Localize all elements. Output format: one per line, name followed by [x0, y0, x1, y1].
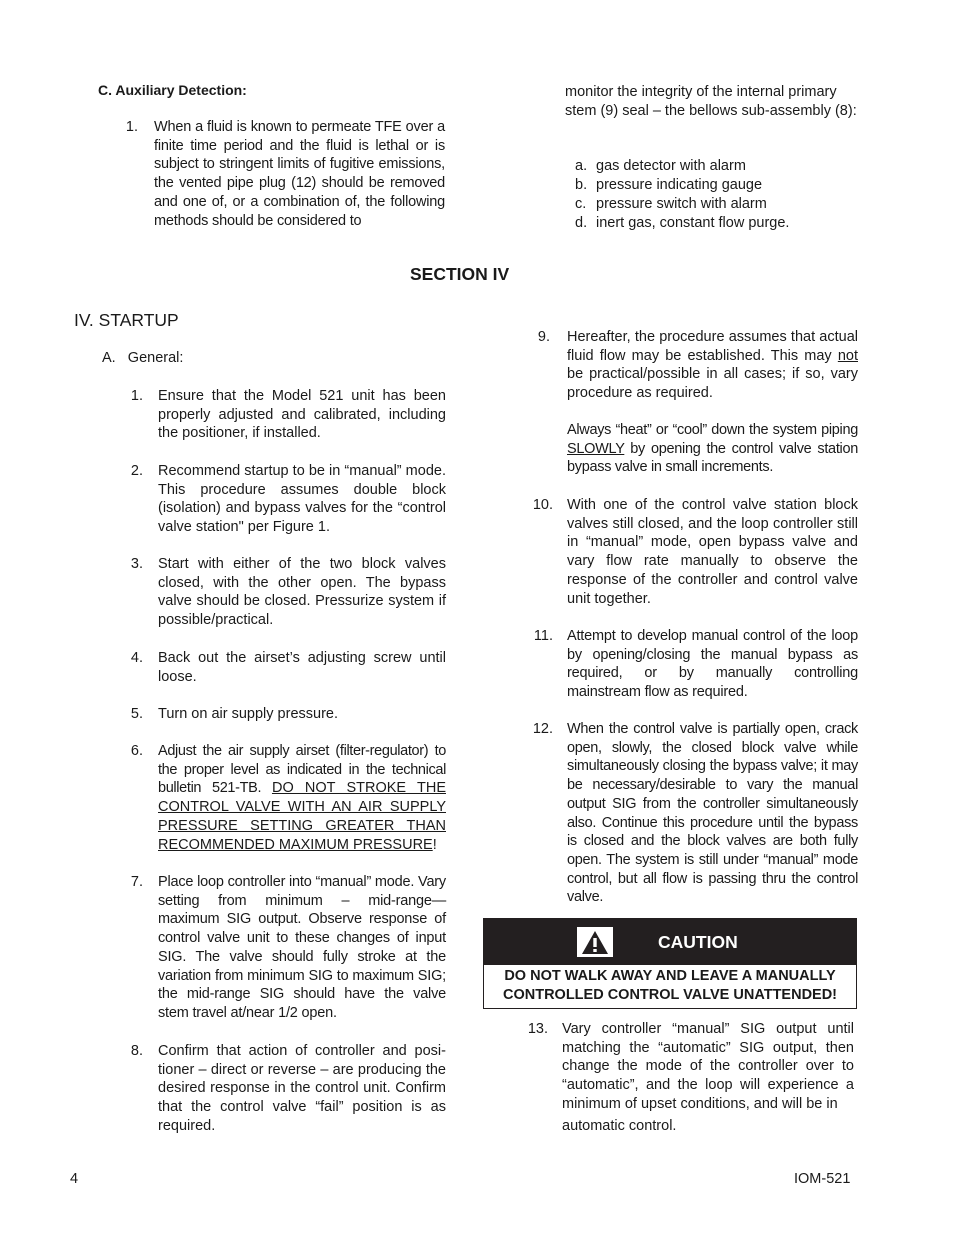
caution-title: CAUTION: [658, 932, 738, 952]
step-text: Vary controller “manual” SIG output until matching the “automatic” SIG output, then change the mode of the controller over to “automatic”, and the loop will experience a minimum of upset conditions, and will be in: [562, 1021, 854, 1112]
step-number: 9.: [537, 329, 550, 345]
step-text: Attempt to develop manual control of the loop by opening/closing the manual bypass as required, or by manually controlling mainstream flow as required.: [567, 628, 858, 701]
step-text-plain: Adjust the air supply airset (filter-regulator) to the proper level as indicated in the technical bulletin 521-TB.: [158, 743, 446, 797]
step-text-plain: be practical/possible in all cases; if so, vary procedure as required.: [567, 366, 858, 402]
aux-detection-heading: C. Auxiliary Detection:: [98, 82, 247, 98]
step-text: With one of the control valve station block valves still closed, and the loop controller still in “manual” mode, open bypass valve and vary flow rate manually to observe the response of the controller and control valve unit together.: [567, 497, 858, 607]
step-number: 11.: [533, 628, 553, 644]
method-text: gas detector with alarm: [596, 158, 746, 174]
step-text: When the control valve is partially open, crack open, slowly, the closed block valve while simultaneously closing the bypass valve; it may be necessary/desirable to vary the manual output SIG from the controller simultaneously also. Continue this procedure until the bypass is closed and the block valves are both fully open. The system is still under “manual” mode control, but all flow is passing thru the control valve.: [567, 721, 858, 906]
step-number: 5.: [130, 706, 143, 722]
method-text: inert gas, constant flow purge.: [596, 215, 790, 231]
step-number: 13.: [527, 1021, 548, 1037]
caution-message-line: DO NOT WALK AWAY AND LEAVE A MANUALLY: [504, 968, 836, 984]
method-item: [575, 176, 865, 195]
method-item: [575, 157, 865, 176]
step-warning-underlined: DO NOT STROKE THE CONTROL VALVE WITH AN AIR SUPPLY PRESSURE SETTING GREATER THAN RECOMMENDED MAXIMUM PRESSURE: [158, 780, 446, 853]
general-heading: A. General:: [102, 350, 184, 366]
step-text-exclaim: !: [432, 836, 437, 853]
method-text: pressure switch with alarm: [596, 196, 767, 212]
step-text: Turn on air supply pressure.: [158, 706, 338, 722]
step-text: [567, 328, 858, 403]
startup-heading: IV. STARTUP: [74, 310, 179, 330]
warning-triangle-icon: [577, 927, 613, 957]
step-note: [567, 421, 858, 477]
aux-item-text: When a fluid is known to permeate TFE over a finite time period and the fluid is lethal or is subject to stringent limits of fugitive emissions, the vented pipe plug (12) should be removed and one of, or a combination of, the following methods should be considered to: [154, 119, 445, 229]
section-title: SECTION IV: [410, 264, 510, 284]
step-number: 6.: [130, 743, 143, 759]
method-letter: a.: [575, 158, 588, 174]
step-text: [158, 742, 446, 854]
caution-message: [484, 967, 856, 1004]
step-number: 7.: [130, 874, 143, 890]
method-letter: b.: [575, 177, 588, 193]
step-number: 10.: [532, 497, 553, 513]
method-letter: d.: [575, 215, 588, 231]
warning-triangle-svg: [577, 927, 613, 957]
step-number: 12.: [532, 721, 553, 737]
method-letter: c.: [575, 196, 587, 212]
caution-box: [483, 918, 857, 1009]
document-id: IOM-521: [794, 1171, 851, 1187]
step-number: 2.: [130, 463, 143, 479]
aux-continued-text: monitor the integrity of the internal primary stem (9) seal – the bellows sub-assembly (8):: [565, 84, 857, 119]
step-text: Ensure that the Model 521 unit has been properly adjusted and calibrated, including the positioner, if installed.: [158, 388, 446, 442]
step-number: 1.: [130, 388, 143, 404]
step-text: Start with either of the two block valves closed, with the other open. The bypass valve should be closed. Pressurize system if possible/practical.: [158, 556, 446, 629]
aux-item-number: 1.: [125, 119, 138, 135]
page-number: 4: [70, 1171, 79, 1187]
step-number: 8.: [130, 1043, 143, 1059]
note-text-plain: Always “heat” or “cool” down the system piping: [567, 422, 858, 438]
step-number: 4.: [130, 650, 143, 666]
step-number: 3.: [130, 556, 143, 572]
note-emphasis: SLOWLY: [567, 440, 625, 457]
step-text-plain: Hereafter, the procedure assumes that actual fluid flow may be established. This may: [567, 329, 858, 364]
step-text-final: automatic control.: [562, 1118, 677, 1134]
method-item: [575, 214, 865, 233]
step-text: Confirm that action of controller and positioner – direct or reverse – are producing the desired response in the control unit. Confirm that the control valve “fail” position is as required.: [158, 1043, 446, 1134]
detection-methods-list: [575, 157, 865, 233]
method-item: [575, 195, 865, 214]
step-text: Recommend startup to be in “manual” mode. This procedure assumes double block (isolation) and bypass valves for the “control valve station" per Figure 1.: [158, 463, 446, 536]
step-text: Place loop controller into “manual” mode. Vary setting from minimum – mid-range— maximum SIG output. Observe response of control valve unit to these changes of input SIG. The valve should fully stroke at the variation from minimum SIG to maximum SIG; the mid-range SIG should have the valve stem travel at/near 1/2 open.: [158, 874, 446, 1021]
note-text-plain: by opening the control valve station bypass valve in small increments.: [567, 440, 858, 476]
caution-header-bar: [484, 919, 856, 965]
step-emphasis: not: [837, 347, 858, 364]
method-text: pressure indicating gauge: [596, 177, 763, 193]
step-text: Back out the airset’s adjusting screw until loose.: [158, 650, 446, 685]
caution-message-line: CONTROLLED CONTROL VALVE UNATTENDED!: [502, 986, 838, 1003]
